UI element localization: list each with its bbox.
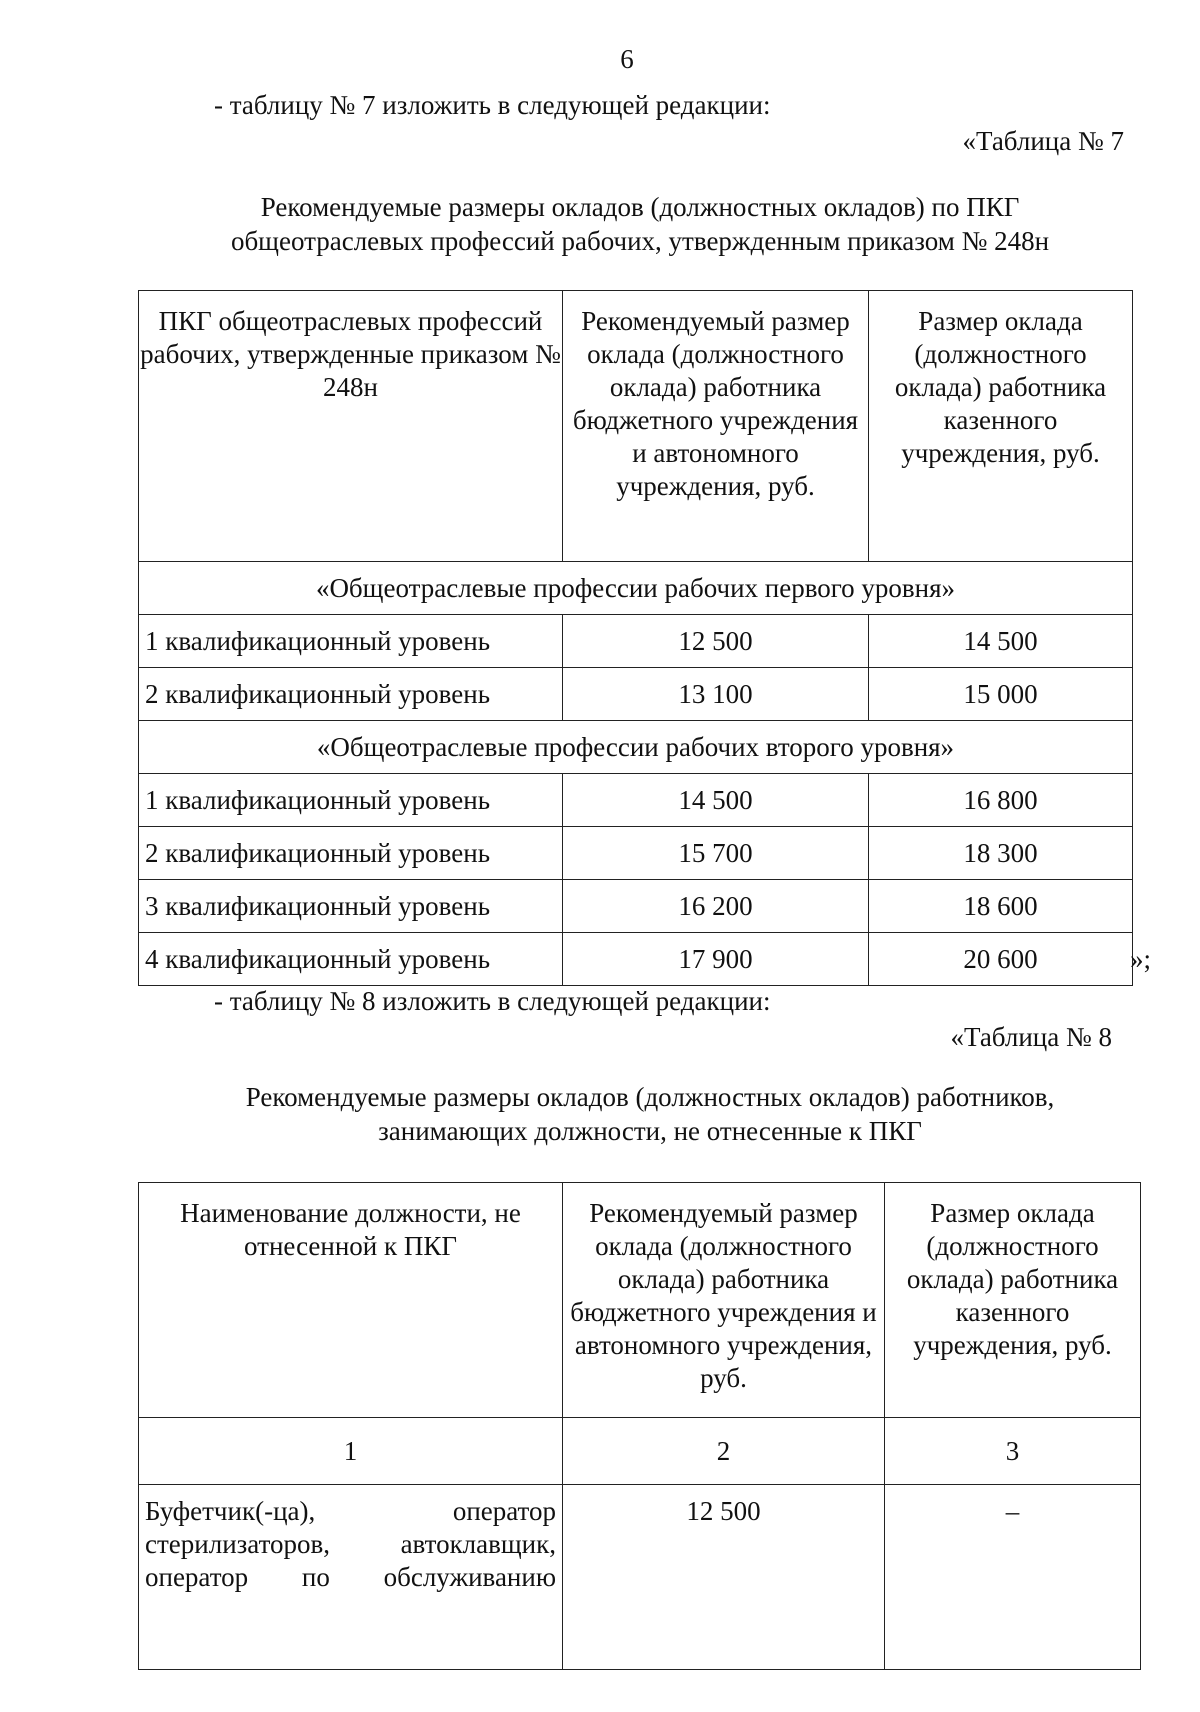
table7-header-cell: Размер оклада (должностного оклада) работника казенного учреждения, руб.	[869, 291, 1133, 562]
table7	[138, 290, 1133, 986]
table8-header-cell: Наименование должности, не отнесенной к ПКГ	[139, 1183, 563, 1418]
level-cell: 3 квалификационный уровень	[139, 880, 563, 933]
state-salary-cell: 18 600	[869, 880, 1133, 933]
state-salary-cell: 14 500	[869, 615, 1133, 668]
table-row	[139, 668, 1133, 721]
table7-section-row	[139, 721, 1133, 774]
level-cell: 2 квалификационный уровень	[139, 668, 563, 721]
table-row	[139, 774, 1133, 827]
table8-number-row	[139, 1418, 1141, 1485]
table8-title-line1: Рекомендуемые размеры окладов (должностных окладов) работников,	[245, 1082, 1055, 1112]
table7-title-line1: Рекомендуемые размеры окладов (должностных окладов) по ПКГ	[260, 192, 1020, 222]
column-number: 3	[885, 1418, 1141, 1485]
page-number: 6	[620, 44, 634, 74]
table7-section-title: «Общеотраслевые профессии рабочих первого уровня»	[139, 562, 1133, 615]
table8-header-cell: Размер оклада (должностного оклада) работника казенного учреждения, руб.	[885, 1183, 1141, 1418]
table8-title-line2: занимающих должности, не отнесенные к ПКГ	[378, 1116, 922, 1146]
table-row	[139, 827, 1133, 880]
table7-section-row	[139, 562, 1133, 615]
budget-salary-cell: 13 100	[563, 668, 869, 721]
budget-salary-cell: 12 500	[563, 615, 869, 668]
table8-header-row	[139, 1183, 1141, 1418]
table7-header-cell: Рекомендуемый размер оклада (должностного оклада) работника бюджетного учреждения и автономного учреждения, руб.	[563, 291, 869, 562]
table7-label: «Таблица № 7	[962, 126, 1124, 156]
state-salary-cell: –	[885, 1485, 1141, 1670]
budget-salary-cell: 12 500	[563, 1485, 885, 1670]
level-cell: 1 квалификационный уровень	[139, 774, 563, 827]
table7-closing-quote: »;	[1130, 944, 1152, 974]
table-row	[139, 1485, 1141, 1670]
table8-title	[130, 1080, 1170, 1148]
table-row	[139, 933, 1133, 986]
position-cell: Буфетчик(-ца), оператор стерилизаторов, автоклавщик, оператор по обслуживанию	[139, 1485, 563, 1670]
table7-header-cell: ПКГ общеотраслевых профессий рабочих, утвержденные приказом № 248н	[139, 291, 563, 562]
instruction-table8: - таблицу № 8 изложить в следующей редакции:	[214, 986, 771, 1016]
state-salary-cell: 20 600	[869, 933, 1133, 986]
budget-salary-cell: 16 200	[563, 880, 869, 933]
table8	[138, 1182, 1141, 1670]
table-row	[139, 615, 1133, 668]
table7-title	[120, 190, 1160, 258]
table7-section-title: «Общеотраслевые профессии рабочих второго уровня»	[139, 721, 1133, 774]
table8-header-cell: Рекомендуемый размер оклада (должностного оклада) работника бюджетного учреждения и автономного учреждения, руб.	[563, 1183, 885, 1418]
table7-title-line2: общеотраслевых профессий рабочих, утвержденным приказом № 248н	[230, 226, 1050, 256]
state-salary-cell: 16 800	[869, 774, 1133, 827]
table8-label: «Таблица № 8	[950, 1022, 1112, 1052]
level-cell: 2 квалификационный уровень	[139, 827, 563, 880]
table-row	[139, 880, 1133, 933]
state-salary-cell: 18 300	[869, 827, 1133, 880]
instruction-table7: - таблицу № 7 изложить в следующей редакции:	[214, 90, 771, 120]
level-cell: 1 квалификационный уровень	[139, 615, 563, 668]
table7-header-row	[139, 291, 1133, 562]
budget-salary-cell: 14 500	[563, 774, 869, 827]
state-salary-cell: 15 000	[869, 668, 1133, 721]
column-number: 1	[139, 1418, 563, 1485]
level-cell: 4 квалификационный уровень	[139, 933, 563, 986]
budget-salary-cell: 15 700	[563, 827, 869, 880]
column-number: 2	[563, 1418, 885, 1485]
budget-salary-cell: 17 900	[563, 933, 869, 986]
